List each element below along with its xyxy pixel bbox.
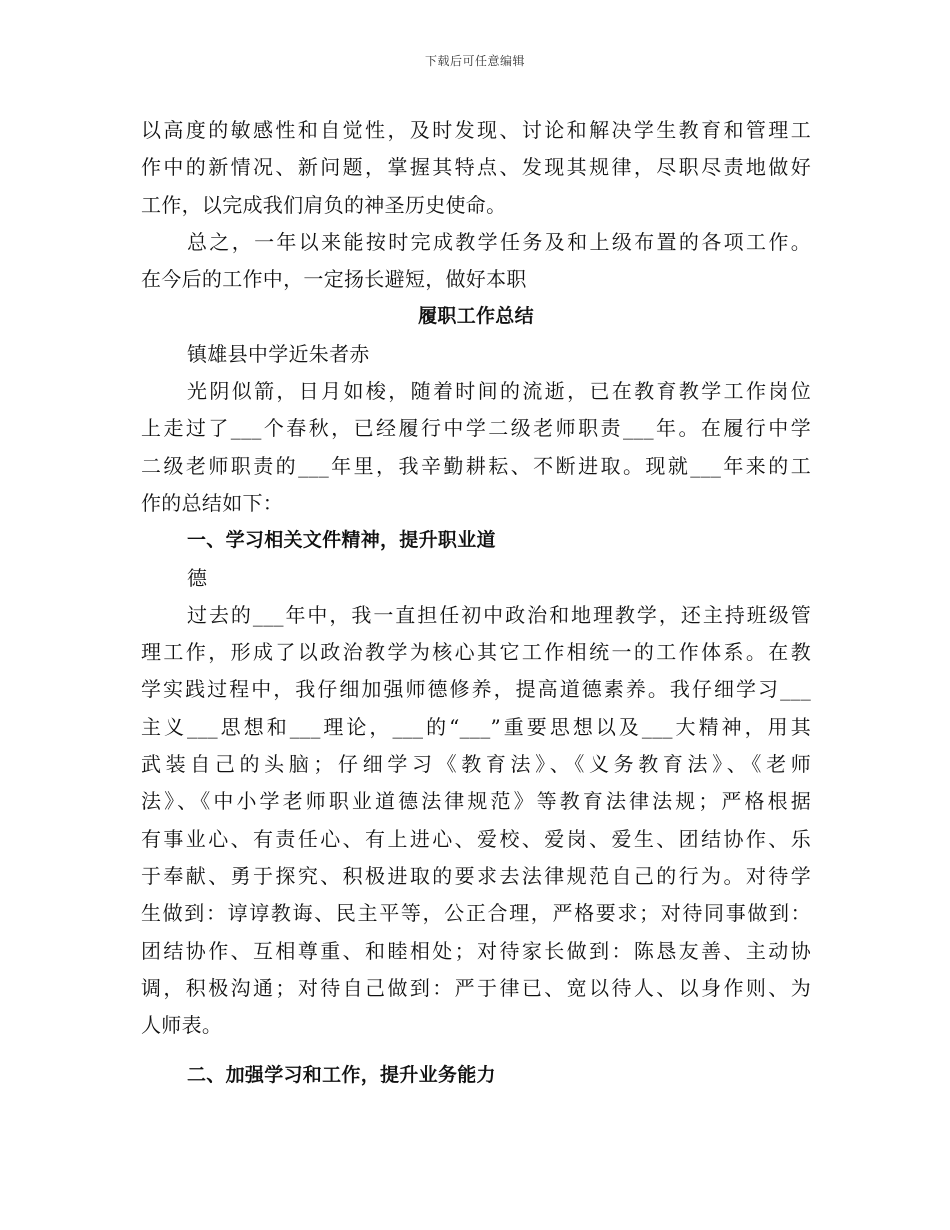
paragraph-line: 工作，以完成我们肩负的神圣历史使命。 (141, 192, 507, 217)
paragraph-line: 有事业心、有责任心、有上进心、爱校、爱岗、爱生、团结协作、乐 (141, 826, 811, 851)
paragraph-line: 二级老师职责的___年里，我辛勤耕耘、不断进取。现就___年来的工 (141, 453, 811, 478)
paragraph-line: 总之，一年以来能按时完成教学任务及和上级布置的各项工作。 (187, 229, 811, 254)
paragraph-line: 人师表。 (141, 1013, 223, 1038)
paragraph-line: 作的总结如下： (141, 490, 284, 515)
paragraph-line: 过去的___年中，我一直担任初中政治和地理教学，还主持班级管 (187, 602, 811, 627)
author-line: 镇雄县中学近朱者赤 (187, 341, 370, 366)
section-heading: 一、学习相关文件精神，提升职业道 (187, 529, 496, 552)
paragraph-line: 团结协作、互相尊重、和睦相处；对待家长做到：陈恳友善、主动协 (141, 938, 811, 963)
document-body (141, 112, 811, 1095)
section-heading: 二、加强学习和工作，提升业务能力 (187, 1064, 496, 1087)
paragraph-line: 理工作，形成了以政治教学为核心其它工作相统一的工作体系。在教 (141, 640, 811, 665)
paragraph-line: 武装自己的头脑；仔细学习《教育法》、《义务教育法》、《老师 (141, 752, 811, 777)
paragraph-line: 学实践过程中，我仔细加强师德修养，提高道德素养。我仔细学习___ (141, 677, 811, 702)
paragraph-line: 生做到：谆谆教诲、民主平等，公正合理，严格要求；对待同事做到： (141, 901, 811, 926)
paragraph-line: 以高度的敏感性和自觉性，及时发现、讨论和解决学生教育和管理工 (141, 118, 811, 142)
paragraph-line: 调，积极沟通；对待自己做到：严于律已、宽以待人、以身作则、为 (141, 975, 811, 1000)
document-title: 履职工作总结 (418, 305, 534, 328)
paragraph-line: 作中的新情况、新问题，掌握其特点、发现其规律，尽职尽责地做好 (141, 155, 811, 180)
paragraph-line: 法》、《中小学老师职业道德法律规范》等教育法律法规；严格根据 (141, 789, 811, 814)
paragraph-line: 主义___思想和___理论，___的“___”重要思想以及___大精神，用其 (141, 714, 811, 739)
header-note: 下载后可任意编辑 (424, 54, 525, 68)
paragraph-line: 在今后的工作中，一定扬长避短，做好本职 (141, 267, 527, 292)
paragraph-line: 光阴似箭，日月如梭，随着时间的流逝，已在教育教学工作岗位 (187, 379, 811, 404)
paragraph-line: 于奉献、勇于探究、积极进取的要求去法律规范自己的行为。对待学 (141, 863, 811, 888)
paragraph-line: 上走过了___个春秋，已经履行中学二级老师职责___年。在履行中学 (141, 416, 811, 441)
paragraph-line: 德 (187, 565, 208, 590)
